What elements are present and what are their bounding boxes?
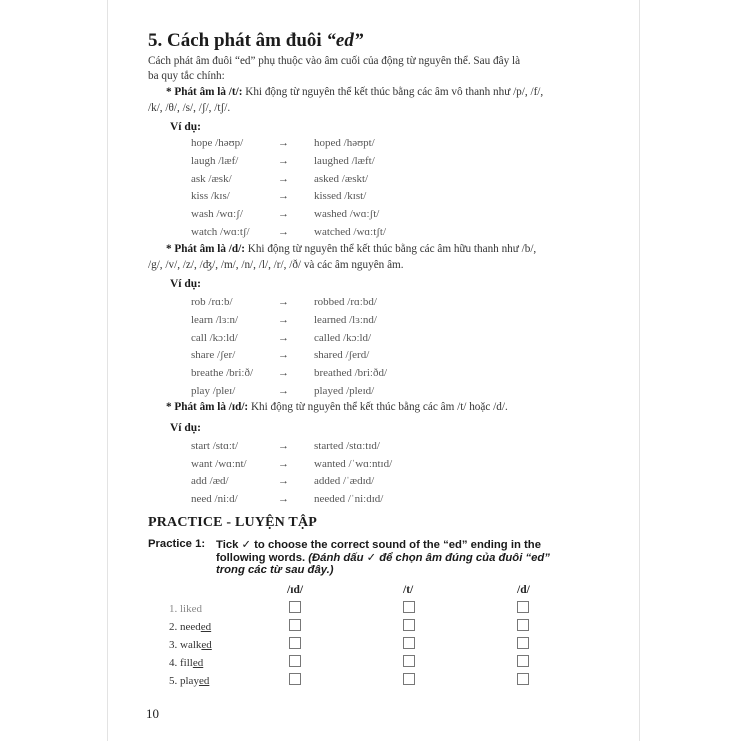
arrow-icon: → <box>278 155 289 167</box>
example-base: hope /həʊp/ <box>191 137 244 149</box>
practice-word-3: 3. walked <box>169 639 212 651</box>
practice-label: Practice 1: <box>148 538 206 550</box>
arrow-icon: → <box>278 493 289 505</box>
practice-word-1: 1. liked <box>169 603 203 615</box>
example-past: laughed /læft/ <box>314 155 375 167</box>
checkbox-4-t[interactable] <box>403 655 415 667</box>
arrow-icon: → <box>278 475 289 487</box>
arrow-icon: → <box>278 385 289 397</box>
example-base: ask /æsk/ <box>191 173 232 185</box>
example-past: needed /ˈniːdɪd/ <box>314 493 384 505</box>
example-base: need /niːd/ <box>191 493 238 505</box>
practice-heading: PRACTICE - LUYỆN TẬP <box>148 515 318 530</box>
rule-1: * Phát âm là /t/: Khi động từ nguyên thể kết thúc bằng các âm vô thanh như /p/, /f/, <box>166 86 544 98</box>
example-past: asked /æskt/ <box>314 173 369 185</box>
column-header-t: /t/ <box>403 584 414 596</box>
practice-instruction-2: following words. (Đánh dấu ✓ để chọn âm đúng của đuôi “ed” <box>216 552 550 564</box>
example-base: call /kɔːld/ <box>191 332 238 344</box>
arrow-icon: → <box>278 349 289 361</box>
example-base: want /wɑːnt/ <box>191 458 247 470</box>
practice-instruction-1: Tick ✓ to choose the correct sound of the “ed” ending in the <box>216 539 541 551</box>
practice-word-4: 4. filled <box>169 657 204 669</box>
example-past: watched /wɑːtʃt/ <box>314 226 387 238</box>
arrow-icon: → <box>278 367 289 379</box>
arrow-icon: → <box>278 173 289 185</box>
arrow-icon: → <box>278 332 289 344</box>
checkbox-4-id[interactable] <box>289 655 301 667</box>
intro-line-1: Cách phát âm đuôi “ed” phụ thuộc vào âm cuối của động từ nguyên thể. Sau đây là <box>148 55 521 67</box>
example-past: added /ˈædɪd/ <box>314 475 375 487</box>
arrow-icon: → <box>278 226 289 238</box>
checkbox-2-t[interactable] <box>403 619 415 631</box>
example-past: breathed /briːðd/ <box>314 367 388 379</box>
arrow-icon: → <box>278 440 289 452</box>
arrow-icon: → <box>278 296 289 308</box>
example-base: laugh /læf/ <box>191 155 239 167</box>
practice-word-2: 2. needed <box>169 621 212 633</box>
checkbox-5-d[interactable] <box>517 673 529 685</box>
example-past: hoped /həʊpt/ <box>314 137 375 149</box>
checkbox-5-id[interactable] <box>289 673 301 685</box>
example-past: shared /ʃerd/ <box>314 349 370 361</box>
checkbox-2-d[interactable] <box>517 619 529 631</box>
example-base: add /æd/ <box>191 475 229 487</box>
rule-1-line-2: /k/, /θ/, /s/, /ʃ/, /tʃ/. <box>148 102 231 114</box>
vidu-label-3: Ví dụ: <box>170 422 201 434</box>
example-base: watch /wɑːtʃ/ <box>191 226 250 238</box>
rule-3: * Phát âm là /ɪd/: Khi động từ nguyên thể kết thúc bằng các âm /t/ hoặc /d/. <box>166 401 508 413</box>
arrow-icon: → <box>278 314 289 326</box>
arrow-icon: → <box>278 137 289 149</box>
example-base: breathe /briːð/ <box>191 367 254 379</box>
checkbox-5-t[interactable] <box>403 673 415 685</box>
rule-2-line-2: /g/, /v/, /z/, /ʤ/, /m/, /n/, /l/, /r/, /ð/ và các âm nguyên âm. <box>148 259 404 271</box>
practice-word-5: 5. played <box>169 675 210 687</box>
example-base: start /stɑːt/ <box>191 440 239 452</box>
example-past: played /pleɪd/ <box>314 385 375 397</box>
intro-line-2: ba quy tắc chính: <box>148 70 225 82</box>
example-past: wanted /ˈwɑːntɪd/ <box>314 458 393 470</box>
practice-instruction-3: trong các từ sau đây.) <box>216 564 334 576</box>
checkbox-3-t[interactable] <box>403 637 415 649</box>
example-base: share /ʃer/ <box>191 349 236 361</box>
book-page <box>107 0 640 741</box>
page-number: 10 <box>146 706 159 721</box>
checkbox-1-t[interactable] <box>403 601 415 613</box>
arrow-icon: → <box>278 208 289 220</box>
example-base: play /pleɪ/ <box>191 385 236 397</box>
checkbox-3-id[interactable] <box>289 637 301 649</box>
example-past: called /kɔːld/ <box>314 332 372 344</box>
example-base: learn /lɜːn/ <box>191 314 239 326</box>
column-header-d: /d/ <box>517 584 530 596</box>
example-base: rob /rɑːb/ <box>191 296 233 308</box>
vidu-label-1: Ví dụ: <box>170 121 201 133</box>
example-past: kissed /kɪst/ <box>314 190 367 202</box>
checkbox-3-d[interactable] <box>517 637 529 649</box>
example-past: started /stɑːtɪd/ <box>314 440 380 452</box>
arrow-icon: → <box>278 458 289 470</box>
example-past: learned /lɜːnd/ <box>314 314 377 326</box>
arrow-icon: → <box>278 190 289 202</box>
example-base: kiss /kɪs/ <box>191 190 230 202</box>
checkbox-2-id[interactable] <box>289 619 301 631</box>
checkbox-1-id[interactable] <box>289 601 301 613</box>
vidu-label-2: Ví dụ: <box>170 278 201 290</box>
checkbox-4-d[interactable] <box>517 655 529 667</box>
rule-2: * Phát âm là /d/: Khi động từ nguyên thể kết thúc bằng các âm hữu thanh như /b/, <box>166 243 537 255</box>
example-past: robbed /rɑːbd/ <box>314 296 377 308</box>
example-base: wash /wɑːʃ/ <box>191 208 243 220</box>
section-title: 5. Cách phát âm đuôi “ed” <box>148 30 364 51</box>
example-past: washed /wɑːʃt/ <box>314 208 380 220</box>
checkbox-1-d[interactable] <box>517 601 529 613</box>
column-header-id: /ɪd/ <box>287 584 304 596</box>
